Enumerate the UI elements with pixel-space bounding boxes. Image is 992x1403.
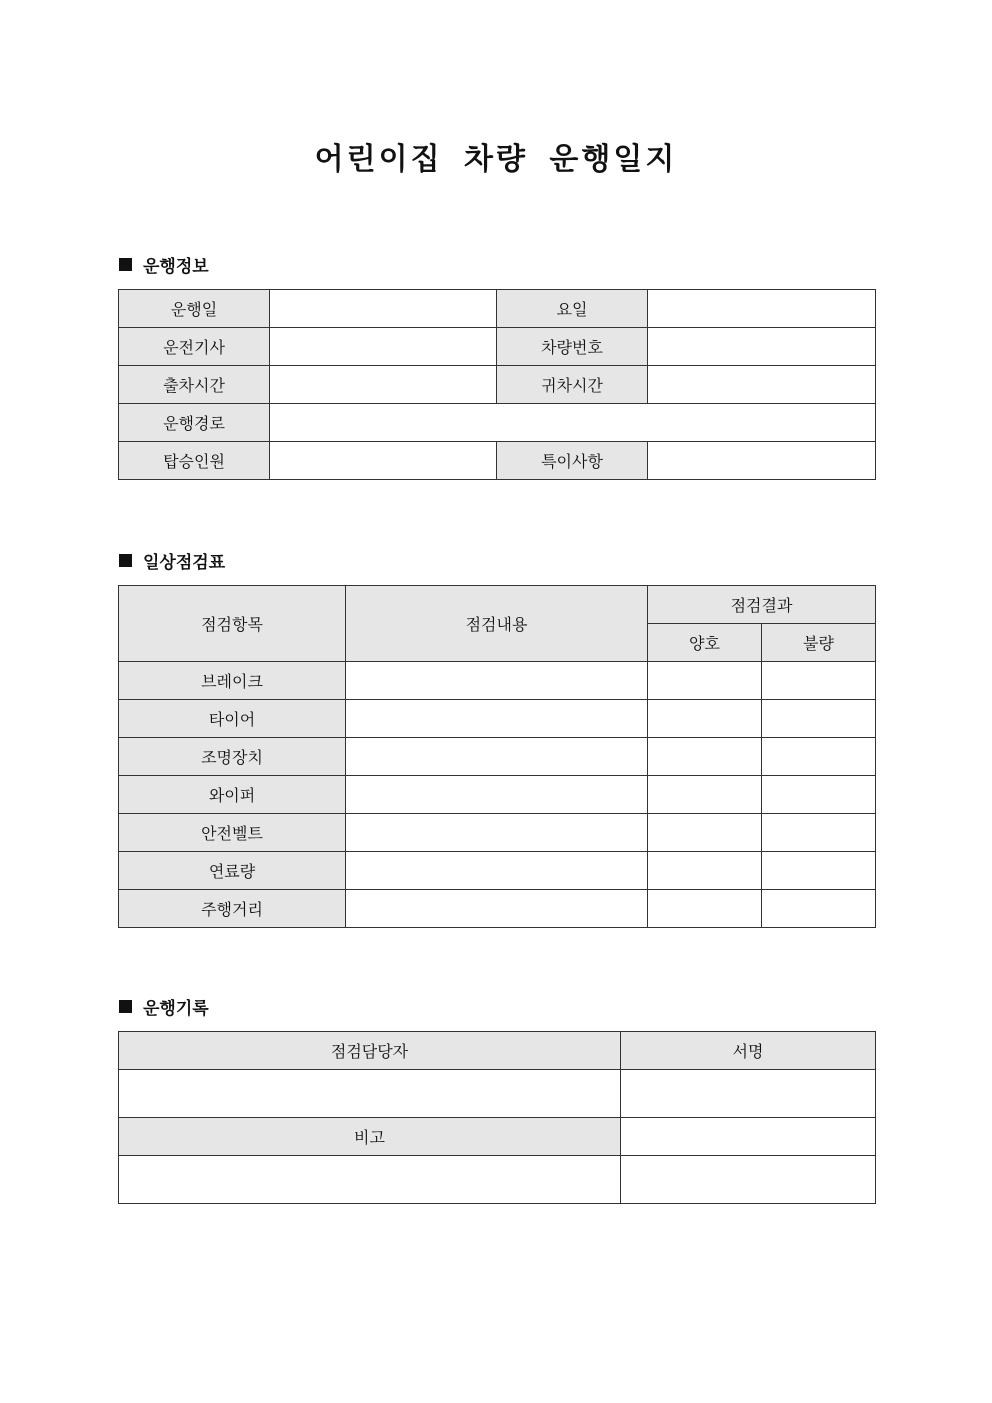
passengers-label: 탑승인원	[119, 442, 270, 480]
departure-time-label: 출차시간	[119, 366, 270, 404]
bad-checkbox[interactable]	[762, 700, 876, 738]
bad-checkbox[interactable]	[762, 814, 876, 852]
table-row	[119, 852, 876, 890]
square-bullet-icon	[119, 1000, 132, 1013]
table-row	[119, 366, 876, 404]
check-content-header: 점검내용	[346, 586, 648, 662]
return-time-label: 귀차시간	[497, 366, 648, 404]
operation-record-heading	[119, 994, 209, 1018]
good-checkbox[interactable]	[648, 662, 762, 700]
table-header-row	[119, 1032, 876, 1070]
bad-checkbox[interactable]	[762, 890, 876, 928]
page-title: 어린이집 차량 운행일지	[314, 142, 678, 177]
check-content-field[interactable]	[346, 814, 648, 852]
check-item-brake: 브레이크	[119, 662, 346, 700]
driver-label: 운전기사	[119, 328, 270, 366]
check-result-header: 점검결과	[648, 586, 876, 624]
check-content-field[interactable]	[346, 700, 648, 738]
check-content-field[interactable]	[346, 776, 648, 814]
good-checkbox[interactable]	[648, 890, 762, 928]
good-checkbox[interactable]	[648, 852, 762, 890]
remarks-signature-field[interactable]	[621, 1156, 876, 1204]
bad-header: 불량	[762, 624, 876, 662]
departure-time-field[interactable]	[270, 366, 497, 404]
bad-checkbox[interactable]	[762, 852, 876, 890]
daily-check-heading-text: 일상점검표	[143, 552, 226, 573]
check-content-field[interactable]	[346, 890, 648, 928]
check-content-field[interactable]	[346, 852, 648, 890]
weekday-field[interactable]	[648, 290, 876, 328]
inspector-field[interactable]	[119, 1070, 621, 1118]
operation-info-heading	[119, 252, 209, 276]
good-checkbox[interactable]	[648, 700, 762, 738]
table-row	[119, 328, 876, 366]
notes-field[interactable]	[648, 442, 876, 480]
good-checkbox[interactable]	[648, 814, 762, 852]
table-row	[119, 1156, 876, 1204]
check-item-lights: 조명장치	[119, 738, 346, 776]
square-bullet-icon	[119, 554, 132, 567]
table-row	[119, 404, 876, 442]
check-content-field[interactable]	[346, 662, 648, 700]
date-field[interactable]	[270, 290, 497, 328]
route-label: 운행경로	[119, 404, 270, 442]
date-label: 운행일	[119, 290, 270, 328]
signature-field[interactable]	[621, 1070, 876, 1118]
daily-check-table	[118, 585, 876, 928]
check-item-wiper: 와이퍼	[119, 776, 346, 814]
table-row	[119, 442, 876, 480]
remarks-label: 비고	[119, 1118, 621, 1156]
table-row	[119, 662, 876, 700]
driver-field[interactable]	[270, 328, 497, 366]
signature-label: 서명	[621, 1032, 876, 1070]
check-item-header: 점검항목	[119, 586, 346, 662]
good-header: 양호	[648, 624, 762, 662]
check-item-fuel: 연료량	[119, 852, 346, 890]
table-row	[119, 700, 876, 738]
passengers-field[interactable]	[270, 442, 497, 480]
operation-record-heading-text: 운행기록	[143, 998, 209, 1019]
check-item-tire: 타이어	[119, 700, 346, 738]
table-row	[119, 1118, 876, 1156]
daily-check-heading	[119, 548, 225, 572]
square-bullet-icon	[119, 258, 132, 271]
remarks-side-field[interactable]	[621, 1118, 876, 1156]
check-item-seatbelt: 안전벨트	[119, 814, 346, 852]
table-header-row	[119, 586, 876, 624]
table-row	[119, 1070, 876, 1118]
table-row	[119, 738, 876, 776]
check-content-field[interactable]	[346, 738, 648, 776]
table-row	[119, 890, 876, 928]
notes-label: 특이사항	[497, 442, 648, 480]
bad-checkbox[interactable]	[762, 662, 876, 700]
weekday-label: 요일	[497, 290, 648, 328]
route-field[interactable]	[270, 404, 876, 442]
operation-record-table	[118, 1031, 876, 1204]
vehicle-number-label: 차량번호	[497, 328, 648, 366]
good-checkbox[interactable]	[648, 738, 762, 776]
check-item-mileage: 주행거리	[119, 890, 346, 928]
inspector-label: 점검담당자	[119, 1032, 621, 1070]
good-checkbox[interactable]	[648, 776, 762, 814]
return-time-field[interactable]	[648, 366, 876, 404]
table-row	[119, 776, 876, 814]
operation-info-table	[118, 289, 876, 480]
table-row	[119, 814, 876, 852]
bad-checkbox[interactable]	[762, 776, 876, 814]
operation-info-heading-text: 운행정보	[143, 256, 209, 277]
remarks-field[interactable]	[119, 1156, 621, 1204]
table-row	[119, 290, 876, 328]
bad-checkbox[interactable]	[762, 738, 876, 776]
vehicle-number-field[interactable]	[648, 328, 876, 366]
